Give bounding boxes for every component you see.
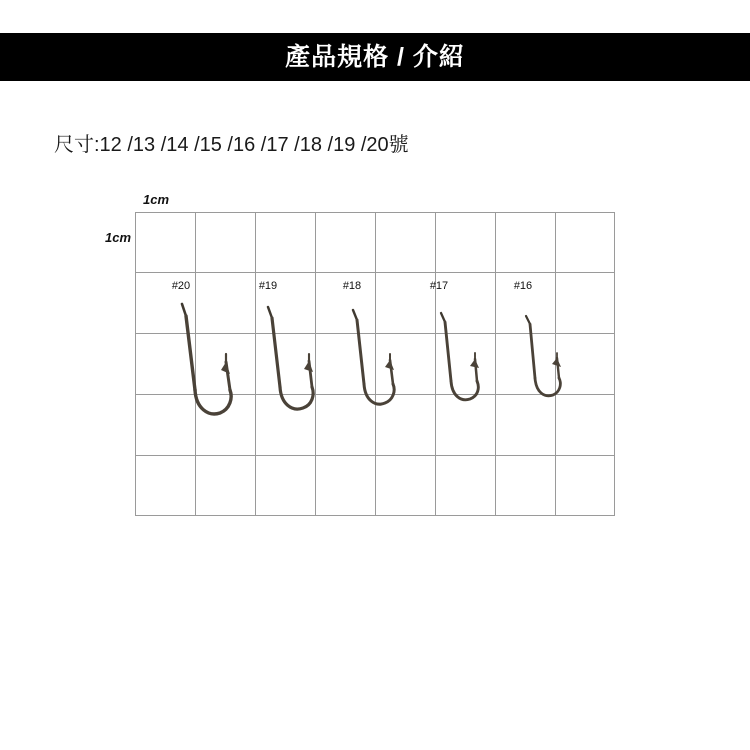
measurement-grid [135, 212, 615, 516]
hook-size-diagram [0, 190, 750, 540]
hook-label-19: #19 [258, 280, 278, 292]
scale-label-left: 1cm [105, 230, 132, 245]
size-spec-text: 尺寸:12 /13 /14 /15 /16 /17 /18 /19 /20號 [54, 134, 409, 156]
hook-label-17: #17 [429, 280, 449, 292]
hook-label-20: #20 [171, 280, 191, 292]
page-title: 產品規格 / 介紹 [285, 42, 465, 71]
hook-label-16: #16 [513, 280, 533, 292]
scale-label-top: 1cm [143, 192, 170, 207]
header-banner [0, 33, 750, 81]
hook-label-18: #18 [342, 280, 362, 292]
